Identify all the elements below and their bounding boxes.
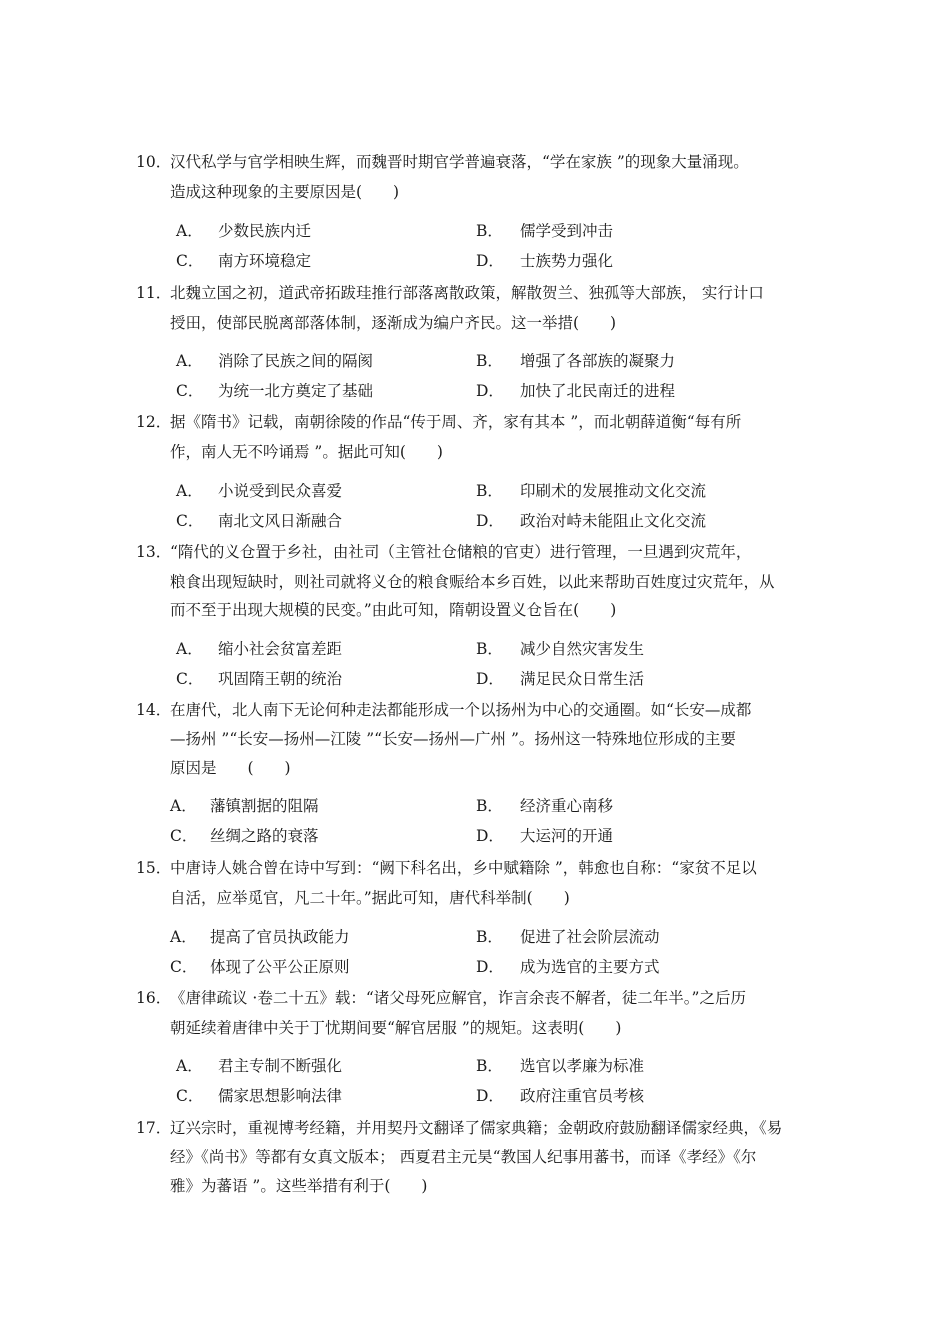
- question-stem-line: 雅》为蕃语 ”。这些举措有利于( ): [170, 1177, 428, 1195]
- option-d-text: 成为选官的主要方式: [520, 958, 660, 976]
- question-stem-line: 经》《尚书》等都有女真文版本； 西夏君主元昊“教国人纪事用蕃书，而译《孝经》《尔: [170, 1148, 757, 1166]
- option-c-text: 体现了公平公正原则: [210, 958, 350, 976]
- question-stem-line: 自活，应举觅官，凡二十年。”据此可知，唐代科举制( ): [170, 889, 570, 907]
- question-number: 17．: [136, 1119, 172, 1137]
- option-a-label: A．: [176, 352, 203, 370]
- option-c-text: 南方环境稳定: [218, 252, 312, 270]
- option-b-text: 经济重心南移: [520, 797, 614, 815]
- question-number: 12．: [136, 413, 172, 431]
- question-number: 11．: [136, 284, 172, 302]
- option-c-label: C．: [170, 827, 198, 845]
- option-b-label: B．: [476, 640, 503, 658]
- option-c-label: C．: [176, 382, 204, 400]
- option-c-label: C．: [176, 252, 204, 270]
- option-d-text: 大运河的开通: [520, 827, 614, 845]
- option-c-label: C．: [176, 512, 204, 530]
- question-stem-line: 辽兴宗时，重视博考经籍，并用契丹文翻译了儒家典籍；金朝政府鼓励翻译儒家经典，《易: [170, 1119, 783, 1137]
- option-d-label: D．: [476, 827, 504, 845]
- question-stem-line: 造成这种现象的主要原因是( ): [170, 183, 400, 201]
- option-c-label: C．: [170, 958, 198, 976]
- option-b-label: B．: [476, 928, 503, 946]
- question-stem-line: 而不至于出现大规模的民变。”由此可知，隋朝设置义仓旨在( ): [170, 601, 617, 619]
- option-b-text: 儒学受到冲击: [520, 222, 614, 240]
- question-number: 13．: [136, 543, 172, 561]
- option-c-label: C．: [176, 1087, 204, 1105]
- option-a-label: A．: [176, 222, 203, 240]
- option-c-text: 为统一北方奠定了基础: [218, 382, 374, 400]
- option-d-label: D．: [476, 382, 504, 400]
- option-a-text: 提高了官员执政能力: [210, 928, 350, 946]
- option-b-label: B．: [476, 797, 503, 815]
- option-d-label: D．: [476, 252, 504, 270]
- question-stem-line: “隋代的义仓置于乡社，由社司（主管社仓储粮的官吏）进行管理，一旦遇到灾荒年，: [170, 543, 752, 561]
- question-stem-line: 北魏立国之初，道武帝拓跋珪推行部落离散政策，解散贺兰、独孤等大部族， 实行计口: [170, 284, 764, 302]
- option-a-label: A．: [176, 640, 203, 658]
- option-d-label: D．: [476, 958, 504, 976]
- question-stem-line: —扬州 ”“长安—扬州—江陵 ”“长安—扬州—广州 ”。扬州这一特殊地位形成的主要: [170, 730, 736, 748]
- option-d-text: 政府注重官员考核: [520, 1087, 645, 1105]
- question-stem-line: 原因是 ( ): [170, 759, 291, 777]
- option-d-text: 加快了北民南迁的进程: [520, 382, 676, 400]
- option-d-text: 满足民众日常生活: [520, 670, 645, 688]
- question-number: 15．: [136, 859, 172, 877]
- option-d-label: D．: [476, 512, 504, 530]
- option-b-text: 减少自然灾害发生: [520, 640, 645, 658]
- option-c-text: 儒家思想影响法律: [218, 1087, 343, 1105]
- option-b-text: 促进了社会阶层流动: [520, 928, 660, 946]
- question-stem-line: 汉代私学与官学相映生辉，而魏晋时期官学普遍衰落，“学在家族 ”的现象大量涌现。: [170, 153, 749, 171]
- option-b-label: B．: [476, 352, 503, 370]
- option-a-text: 消除了民族之间的隔阂: [218, 352, 374, 370]
- option-a-text: 少数民族内迁: [218, 222, 312, 240]
- question-stem-line: 中唐诗人姚合曾在诗中写到：“阙下科名出，乡中赋籍除 ”，韩愈也自称：“家贫不足以: [170, 859, 757, 877]
- option-a-label: A．: [170, 797, 197, 815]
- question-number: 16．: [136, 989, 172, 1007]
- option-a-label: A．: [176, 1057, 203, 1075]
- option-d-text: 士族势力强化: [520, 252, 614, 270]
- option-a-label: A．: [176, 482, 203, 500]
- option-a-text: 缩小社会贫富差距: [218, 640, 343, 658]
- option-b-text: 增强了各部族的凝聚力: [520, 352, 676, 370]
- option-b-label: B．: [476, 1057, 503, 1075]
- option-b-text: 选官以孝廉为标准: [520, 1057, 645, 1075]
- option-d-text: 政治对峙未能阻止文化交流: [520, 512, 707, 530]
- option-d-label: D．: [476, 1087, 504, 1105]
- question-stem-line: 《唐律疏议 ·卷二十五》载：“诸父母死应解官，诈言余丧不解者，徒二年半。”之后历: [170, 989, 746, 1007]
- question-number: 10．: [136, 153, 172, 171]
- question-stem-line: 朝延续着唐律中关于丁忧期间要“解官居服 ”的规矩。这表明( ): [170, 1019, 622, 1037]
- option-b-label: B．: [476, 222, 503, 240]
- option-b-label: B．: [476, 482, 503, 500]
- option-a-text: 君主专制不断强化: [218, 1057, 343, 1075]
- option-c-text: 巩固隋王朝的统治: [218, 670, 343, 688]
- option-c-text: 丝绸之路的衰落: [210, 827, 319, 845]
- option-a-text: 藩镇割据的阻隔: [210, 797, 319, 815]
- option-c-text: 南北文风日渐融合: [218, 512, 343, 530]
- option-a-text: 小说受到民众喜爱: [218, 482, 343, 500]
- option-c-label: C．: [176, 670, 204, 688]
- question-stem-line: 粮食出现短缺时，则社司就将义仓的粮食赈给本乡百姓，以此来帮助百姓度过灾荒年，从: [170, 573, 775, 591]
- question-stem-line: 在唐代，北人南下无论何种走法都能形成一个以扬州为中心的交通圈。如“长安—成都: [170, 701, 752, 719]
- option-a-label: A．: [170, 928, 197, 946]
- option-d-label: D．: [476, 670, 504, 688]
- question-stem-line: 授田，使部民脱离部落体制，逐渐成为编户齐民。这一举措( ): [170, 314, 617, 332]
- question-stem-line: 作，南人无不吟诵焉 ”。据此可知( ): [170, 443, 443, 461]
- question-stem-line: 据《隋书》记载，南朝徐陵的作品“传于周、齐，家有其本 ”，而北朝薛道衡“每有所: [170, 413, 742, 431]
- option-b-text: 印刷术的发展推动文化交流: [520, 482, 707, 500]
- question-number: 14．: [136, 701, 172, 719]
